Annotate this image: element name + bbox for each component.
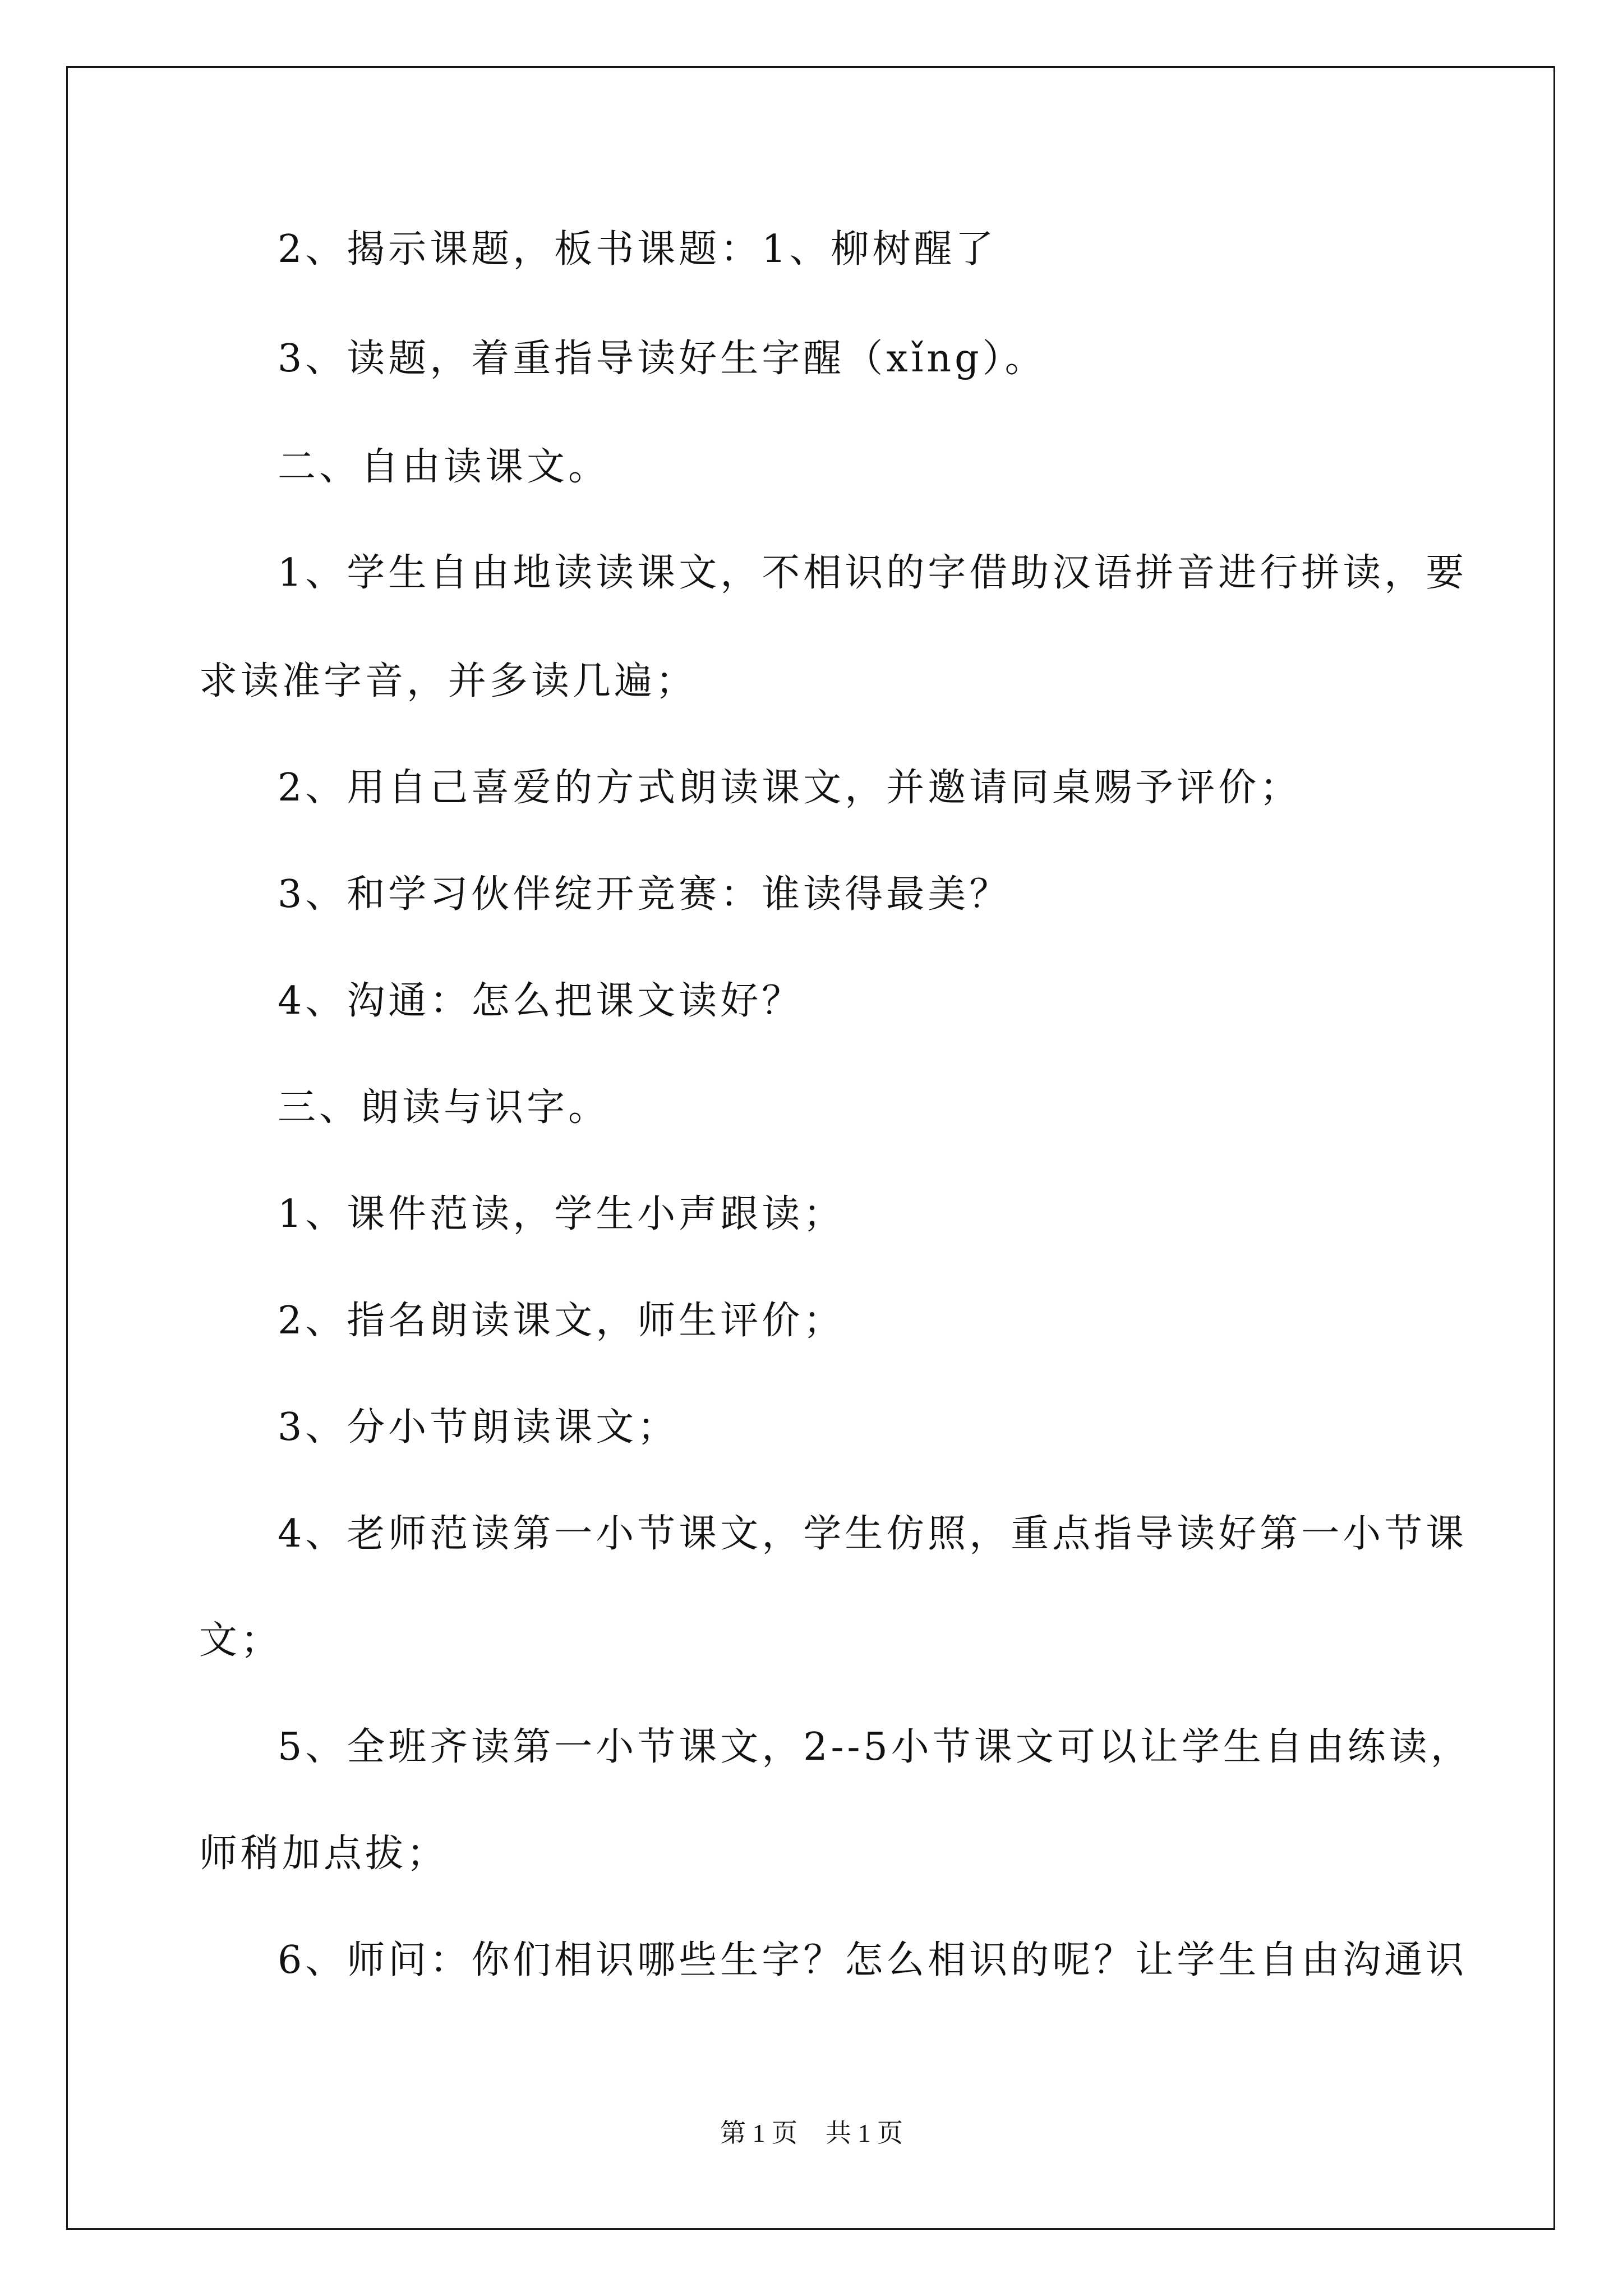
paragraph-line: 4、老师范读第一小节课文，学生仿照，重点指导读好第一小节课 [278,1512,1468,1556]
paragraph-line: 5、全班齐读第一小节课文，2--5小节课文可以让学生自由练读， [278,1725,1472,1769]
paragraph-line: 4、沟通：怎么把课文读好？ [278,979,804,1023]
section-heading: 二、自由读课文。 [278,445,610,489]
paragraph-line: 师稍加点拔； [199,1832,449,1876]
paragraph-line: 2、揭示课题，板书课题：1、柳树醒了 [278,227,997,272]
paragraph-line: 1、课件范读，学生小声跟读； [278,1192,845,1236]
section-heading: 三、朗读与识字。 [278,1085,610,1130]
page-number: 第 1 页 [720,2119,797,2147]
paragraph-line: 3、和学习伙伴绽开竞赛：谁读得最美？ [278,872,1011,917]
paragraph-line: 2、用自己喜爱的方式朗读课文，并邀请同桌赐予评价； [278,766,1302,810]
page-total: 共 1 页 [826,2119,903,2147]
paragraph-line: 3、分小节朗读课文； [278,1405,679,1450]
paragraph-line: 文； [199,1618,283,1663]
paragraph-line: 2、指名朗读课文，师生评价； [278,1299,845,1343]
paragraph-line: 6、师问：你们相识哪些生字？怎么相识的呢？让学生自由沟通识 [278,1938,1468,1982]
paragraph-line: 3、读题，着重指导读好生字醒（xǐng）。 [278,337,1046,381]
paragraph-line: 求读准字音，并多读几遍； [199,659,698,703]
page-border [66,66,1555,2230]
page-footer [0,2118,1623,2149]
paragraph-line: 1、学生自由地读读课文，不相识的字借助汉语拼音进行拼读，要 [278,551,1468,595]
